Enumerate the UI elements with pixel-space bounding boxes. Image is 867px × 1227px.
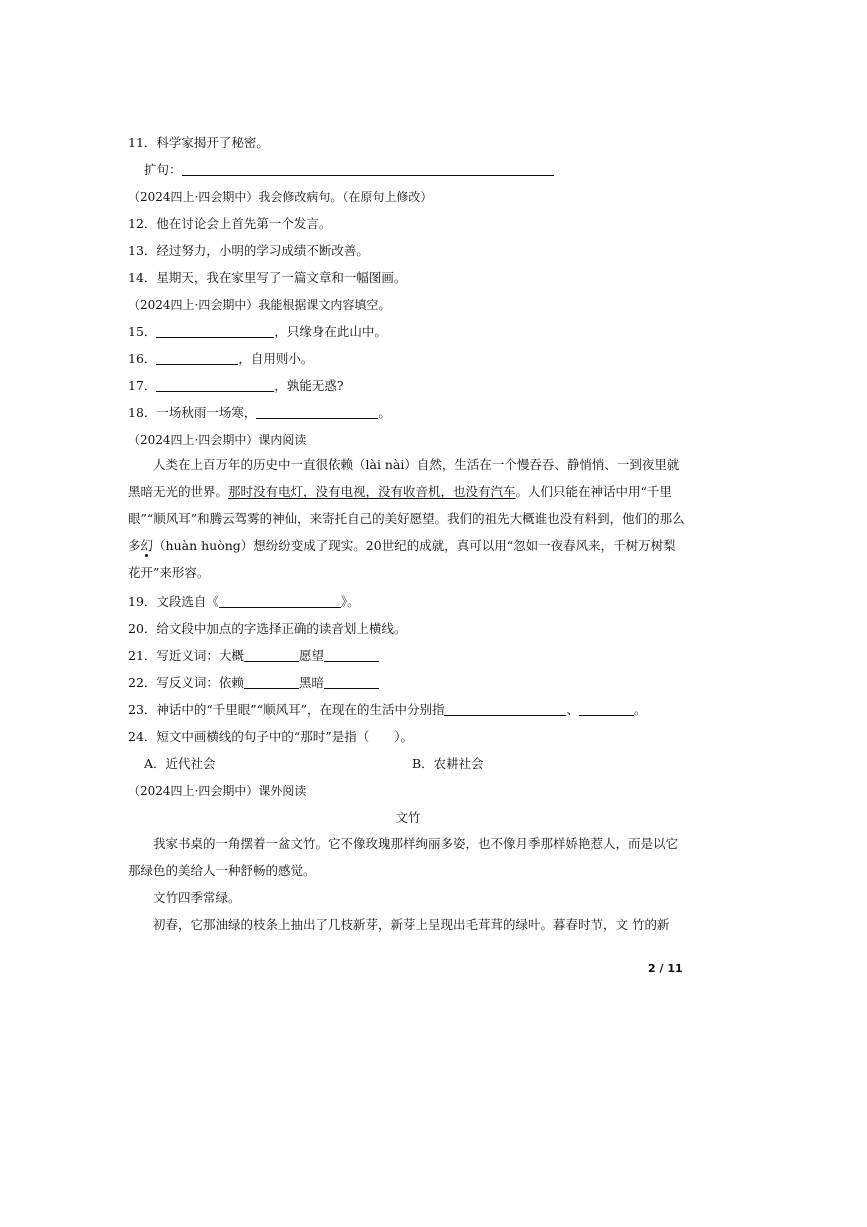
question-23: 23．神话中的“千里眼”“顺风耳”，在现在的生活中分别指 、 。 (128, 702, 647, 717)
question-20: 20．给文段中加点的字选择正确的读音划上横线。 (128, 621, 407, 636)
expand-sentence-line: 扩句： (144, 161, 554, 179)
answer-blank[interactable] (156, 379, 274, 392)
underlined-sentence: 那时没有电灯，没有电视，没有收音机，也没有汽车 (228, 484, 516, 499)
article-paragraph-3: 初春，它那油绿的枝条上抽出了几枝新芽，新芽上呈现出毛茸茸的绿叶。暮春时节，文 竹的新 (153, 917, 670, 932)
article-paragraph-1: 我家书桌的一角摆着一盆文竹。它不像玫瑰那样绚丽多姿，也不像月季那样娇艳惹人，而是以它那绿色的美给人一种舒畅的感觉。 (128, 836, 679, 878)
section-heading-fill: （2024四上·四会期中）我能根据课文内容填空。 (128, 298, 391, 312)
article-paragraph-2: 文竹四季常绿。 (153, 890, 241, 905)
question-24: 24．短文中画横线的句子中的“那时”是指（ ）。 (128, 729, 413, 744)
question-22: 22．写反义词：依赖 黑暗 (128, 674, 379, 692)
question-17: 17． ，孰能无惑? (128, 378, 344, 393)
dotted-character: 幻 (140, 538, 154, 553)
answer-blank[interactable] (156, 352, 238, 365)
option-a[interactable]: A．近代社会 (144, 756, 216, 771)
answer-blank[interactable] (444, 703, 566, 716)
question-14: 14．星期天，我在家里写了一篇文章和一幅图画。 (128, 270, 407, 285)
answer-blank[interactable] (324, 649, 379, 662)
reading-passage: 人类在上百万年的历史中一直很依赖（lài nài）自然，生活在一个慢吞吞、静悄悄、一到夜里就黑暗无光的世界。那时没有电灯，没有电视，没有收音机，也没有汽车。人们只能在神话中用“千里眼”“顺风耳”和腾云驾雾的神仙，来寄托自己的美好愿望。我们的祖先大概谁也没有料到，他们的那么多幻（huàn huòng）想纷纷变成了现实。20世纪的成就，真可以用“忽如一夜春风来，千树万树梨花开”来形容。 (128, 457, 685, 580)
question-12: 12．他在讨论会上首先第一个发言。 (128, 216, 332, 231)
question-13: 13．经过努力，小明的学习成绩不断改善。 (128, 243, 369, 258)
answer-blank[interactable] (324, 676, 379, 689)
answer-blank[interactable] (156, 325, 274, 338)
section-heading-extra-reading: （2024四上·四会期中）课外阅读 (128, 784, 307, 798)
question-16: 16． ，自用则小。 (128, 351, 314, 366)
question-15: 15． ，只缘身在此山中。 (128, 324, 387, 339)
answer-blank[interactable] (219, 595, 341, 608)
question-11: 11．科学家揭开了秘密。 (128, 135, 269, 150)
section-heading-reading: （2024四上·四会期中）课内阅读 (128, 433, 307, 447)
answer-blank[interactable] (256, 406, 378, 419)
question-19: 19．文段选自《 》。 (128, 594, 360, 609)
answer-blank[interactable] (244, 649, 299, 662)
answer-blank[interactable] (579, 703, 634, 716)
section-heading-edit: （2024四上·四会期中）我会修改病句。（在原句上修改） (128, 190, 433, 204)
question-21: 21．写近义词：大概 愿望 (128, 647, 379, 665)
page-number: 2 / 11 (648, 962, 683, 975)
answer-blank[interactable] (182, 163, 554, 176)
option-b[interactable]: B．农耕社会 (412, 756, 484, 771)
article-title: 文竹 (395, 810, 421, 825)
answer-blank[interactable] (244, 676, 299, 689)
question-18: 18．一场秋雨一场寒， 。 (128, 405, 391, 420)
